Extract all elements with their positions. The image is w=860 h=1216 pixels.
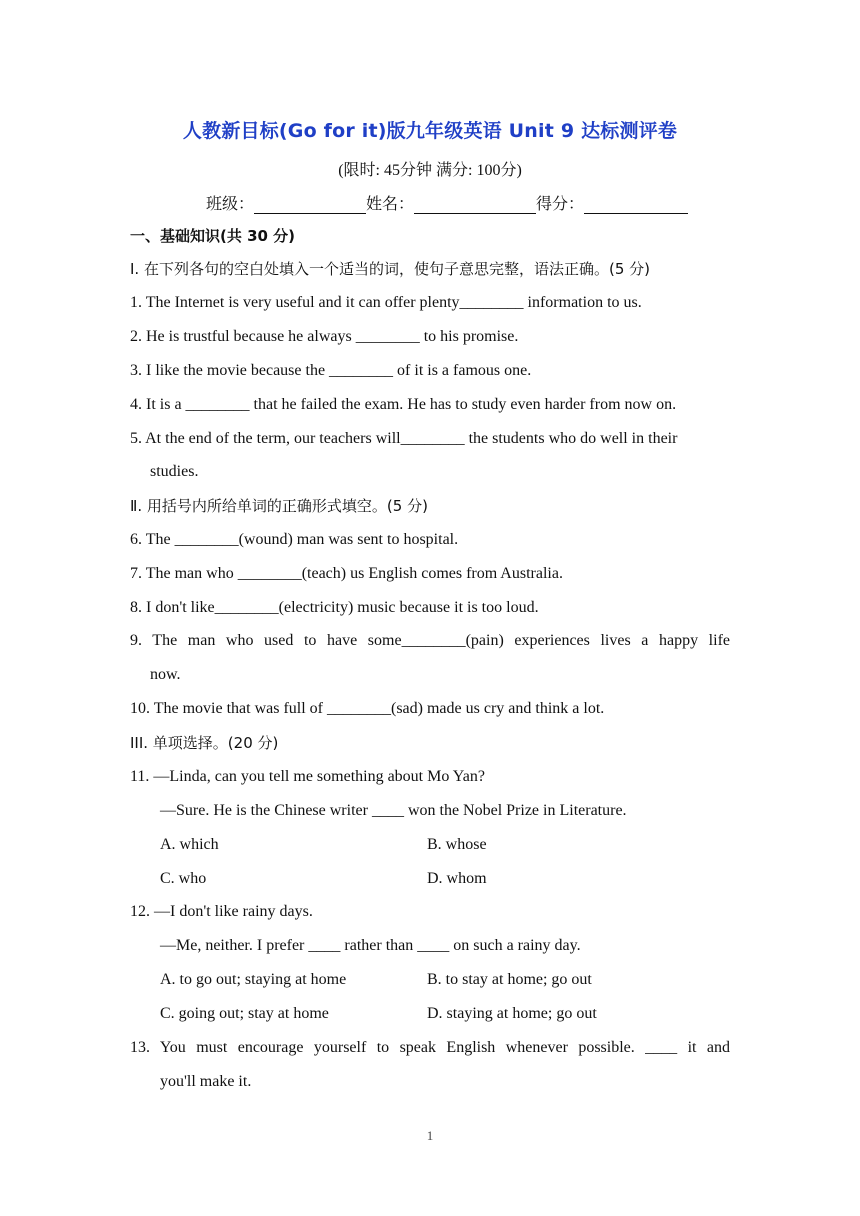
question-12-option-c: C. going out; stay at home <box>160 1005 329 1022</box>
question-12-option-a: A. to go out; staying at home <box>160 971 347 988</box>
question-3: 3. I like the movie because the ________ of it is a famous one. <box>130 362 532 379</box>
question-11-reply: —Sure. He is the Chinese writer ____ won the Nobel Prize in Literature. <box>160 802 627 819</box>
question-13-line2: you'll make it. <box>160 1073 252 1090</box>
question-2: 2. He is trustful because he always ________ to his promise. <box>130 328 519 345</box>
question-12-stem: 12. —I don't like rainy days. <box>130 903 313 920</box>
section-1-heading: 一、基础知识(共 30 分) <box>130 227 296 245</box>
name-blank <box>414 196 536 214</box>
name-label: 姓名： <box>366 194 415 213</box>
question-7: 7. The man who ________(teach) us English comes from Australia. <box>130 565 563 582</box>
question-8: 8. I don't like________(electricity) music because it is too loud. <box>130 599 539 616</box>
question-11-option-c: C. who <box>160 870 207 887</box>
question-9-line2: now. <box>150 666 181 683</box>
score-blank <box>584 196 688 214</box>
question-1: 1. The Internet is very useful and it can offer plenty________ information to us. <box>130 294 642 311</box>
question-10: 10. The movie that was full of ________(sad) made us cry and think a lot. <box>130 700 605 717</box>
question-11-option-a: A. which <box>160 836 219 853</box>
question-11-stem: 11. —Linda, can you tell me something about Mo Yan? <box>130 768 485 785</box>
question-12-option-b: B. to stay at home; go out <box>427 971 592 988</box>
class-label: 班级： <box>206 194 255 213</box>
question-11-option-d: D. whom <box>427 870 487 887</box>
question-12-reply: —Me, neither. I prefer ____ rather than ____ on such a rainy day. <box>160 937 581 954</box>
student-info-row <box>206 191 688 214</box>
part-1-heading: I. 在下列各句的空白处填入一个适当的词，使句子意思完整，语法正确。(5 分) <box>130 260 650 278</box>
part-2-heading: Ⅱ. 用括号内所给单词的正确形式填空。(5 分) <box>130 497 428 515</box>
question-13-line1: 13. You must encourage yourself to speak English whenever possible. ____ it and <box>130 1039 730 1056</box>
class-blank <box>254 196 366 214</box>
page-number: 1 <box>426 1128 434 1143</box>
page-title: 人教新目标(Go for it)版九年级英语 Unit 9 达标测评卷 <box>182 120 678 142</box>
question-5-line2: studies. <box>150 463 199 480</box>
question-11-option-b: B. whose <box>427 836 487 853</box>
part-3-heading: III. 单项选择。(20 分) <box>130 734 279 752</box>
score-label: 得分： <box>536 194 585 213</box>
question-4: 4. It is a ________ that he failed the exam. He has to study even harder from now on. <box>130 396 677 413</box>
question-9-line1: 9. The man who used to have some________(pain) experiences lives a happy life <box>130 632 730 649</box>
question-12-option-d: D. staying at home; go out <box>427 1005 597 1022</box>
page-subtitle: (限时: 45分钟 满分: 100分) <box>338 162 522 179</box>
question-6: 6. The ________(wound) man was sent to hospital. <box>130 531 459 548</box>
question-5-line1: 5. At the end of the term, our teachers will________ the students who do well in their <box>130 430 678 447</box>
